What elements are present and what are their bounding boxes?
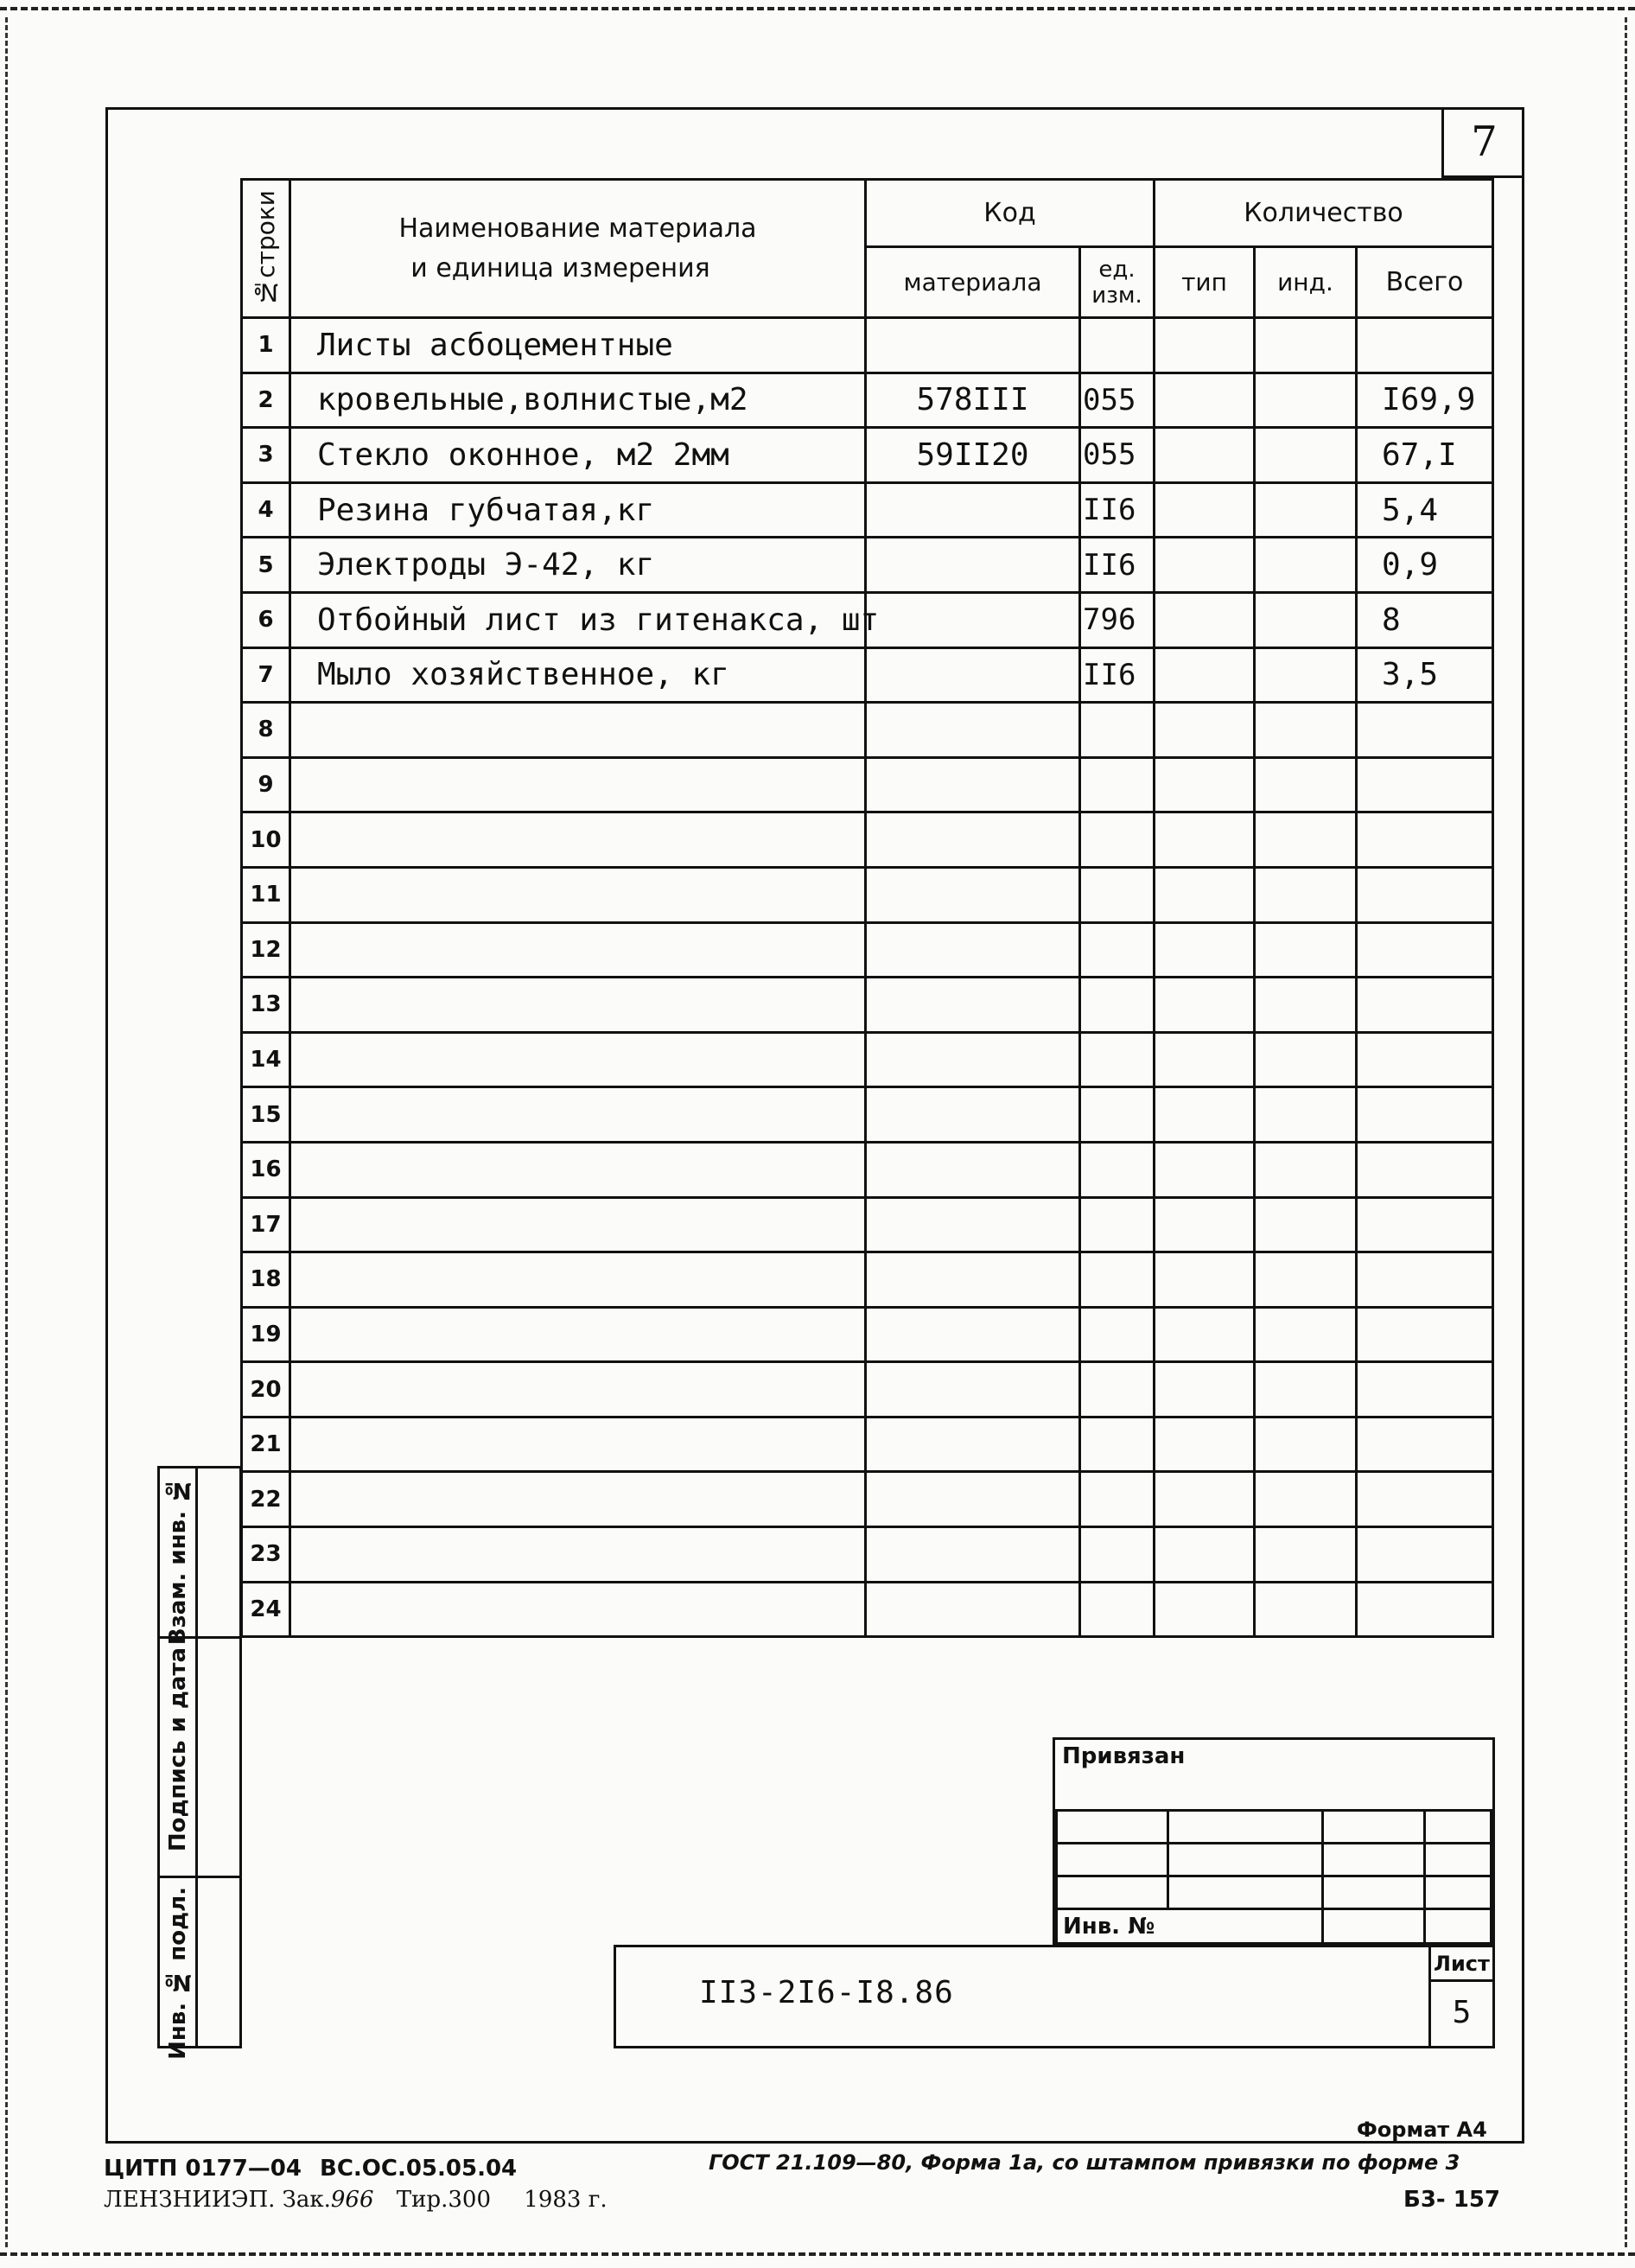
sheet-number-box	[1441, 107, 1524, 178]
row-number: 1	[242, 318, 290, 373]
qty-total	[1357, 703, 1493, 758]
row-number: 17	[242, 1197, 290, 1252]
row-number: 3	[242, 428, 290, 483]
qty-type	[1155, 1307, 1255, 1362]
material-name	[290, 757, 866, 812]
unit-code	[1080, 703, 1155, 758]
table-row	[242, 1142, 1493, 1197]
sheet-number: 5	[1452, 1995, 1472, 2030]
print-year: 1983 г.	[524, 2187, 608, 2213]
qty-type	[1155, 1362, 1255, 1418]
qty-ind	[1255, 1582, 1357, 1637]
table-row	[242, 1472, 1493, 1527]
unit-code	[1080, 1252, 1155, 1308]
gost-note: ГОСТ 21.109—80, Форма 1а, со штампом привязки по форме 3	[709, 2150, 1460, 2175]
row-number: 16	[242, 1142, 290, 1197]
qty-type	[1155, 1142, 1255, 1197]
qty-ind	[1255, 1087, 1357, 1143]
material-code	[866, 867, 1080, 922]
unit-code	[1080, 1142, 1155, 1197]
material-code	[866, 703, 1080, 758]
sheet-cut-line-left	[5, 17, 8, 2247]
qty-type	[1155, 922, 1255, 978]
table-row	[242, 1087, 1493, 1143]
header-code-material: материала	[866, 247, 1080, 318]
unit-code	[1080, 867, 1155, 922]
table-row	[242, 1582, 1493, 1637]
row-number: 7	[242, 647, 290, 703]
qty-ind	[1255, 1527, 1357, 1583]
table-row	[242, 703, 1493, 758]
row-number: 19	[242, 1307, 290, 1362]
table-row	[242, 1307, 1493, 1362]
qty-total	[1357, 1362, 1493, 1418]
material-code: 59II20	[866, 428, 1080, 483]
table-row	[242, 373, 1493, 428]
qty-total: 0,9	[1357, 538, 1493, 593]
header-qty-total: Всего	[1357, 247, 1493, 318]
qty-total	[1357, 1032, 1493, 1087]
qty-type	[1155, 703, 1255, 758]
material-name	[290, 1362, 866, 1418]
material-code	[866, 1197, 1080, 1252]
qty-total	[1357, 812, 1493, 868]
unit-code	[1080, 1582, 1155, 1637]
material-name: Резина губчатая,кг	[290, 482, 866, 538]
qty-ind	[1255, 978, 1357, 1033]
sheet-code: Б3- 157	[1403, 2187, 1501, 2213]
table-row	[242, 318, 1493, 373]
unit-code	[1080, 1527, 1155, 1583]
material-name	[290, 703, 866, 758]
qty-ind	[1255, 1032, 1357, 1087]
side-label-podpis-data: Подпись и дата	[164, 1647, 191, 1852]
row-number: 14	[242, 1032, 290, 1087]
material-name	[290, 1417, 866, 1472]
unit-code	[1080, 1362, 1155, 1418]
material-name	[290, 1527, 866, 1583]
unit-code	[1080, 922, 1155, 978]
material-code	[866, 647, 1080, 703]
qty-total: I69,9	[1357, 373, 1493, 428]
printer-info	[104, 2187, 608, 2213]
material-code	[866, 922, 1080, 978]
material-name	[290, 922, 866, 978]
qty-ind	[1255, 592, 1357, 647]
material-name	[290, 978, 866, 1033]
side-label-vzam-inv: Взам. инв. №	[164, 1477, 191, 1646]
material-name	[290, 1197, 866, 1252]
header-name	[290, 180, 866, 318]
material-code	[866, 1472, 1080, 1527]
table-row	[242, 1417, 1493, 1472]
unit-code: 796	[1080, 592, 1155, 647]
header-qty-ind: инд.	[1255, 247, 1357, 318]
qty-type	[1155, 1472, 1255, 1527]
material-name: Отбойный лист из гитенакса, шт	[290, 592, 866, 647]
material-name	[290, 1252, 866, 1308]
stamp-inv-no: Инв. №	[1057, 1909, 1323, 1944]
row-number: 11	[242, 867, 290, 922]
row-number: 4	[242, 482, 290, 538]
material-code	[866, 1252, 1080, 1308]
series-code: ВС.ОС.05.05.04	[320, 2156, 518, 2182]
citp-code: ЦИТП 0177—04	[104, 2156, 302, 2182]
stamp-grid	[1055, 1809, 1492, 1945]
material-name: кровельные,волнистые,м2	[290, 373, 866, 428]
table-row	[242, 538, 1493, 593]
table-row	[242, 1362, 1493, 1418]
qty-ind	[1255, 1472, 1357, 1527]
unit-code	[1080, 1307, 1155, 1362]
qty-total	[1357, 318, 1493, 373]
sheet-cut-line-right	[1625, 17, 1627, 2247]
material-code	[866, 812, 1080, 868]
qty-total: 8	[1357, 592, 1493, 647]
qty-type	[1155, 757, 1255, 812]
table-row	[242, 592, 1493, 647]
qty-total	[1357, 1582, 1493, 1637]
material-name	[290, 1472, 866, 1527]
row-number: 2	[242, 373, 290, 428]
qty-type	[1155, 647, 1255, 703]
stamp-privyazan: Привязан	[1062, 1743, 1186, 1769]
table-row	[242, 978, 1493, 1033]
qty-ind	[1255, 812, 1357, 868]
unit-code	[1080, 1417, 1155, 1472]
qty-type	[1155, 318, 1255, 373]
unit-code: 055	[1080, 373, 1155, 428]
document-code: II3-2I6-I8.86	[699, 1975, 954, 2010]
table-row	[242, 867, 1493, 922]
side-stamp-podpis	[157, 1636, 242, 1878]
material-name: Стекло оконное, м2 2мм	[290, 428, 866, 483]
table-row	[242, 757, 1493, 812]
qty-type	[1155, 373, 1255, 428]
material-code	[866, 1527, 1080, 1583]
qty-ind	[1255, 703, 1357, 758]
material-code	[866, 482, 1080, 538]
qty-type	[1155, 978, 1255, 1033]
unit-code	[1080, 1032, 1155, 1087]
qty-total	[1357, 1527, 1493, 1583]
material-name	[290, 1582, 866, 1637]
material-name	[290, 867, 866, 922]
material-name	[290, 812, 866, 868]
unit-code: II6	[1080, 482, 1155, 538]
unit-code: 055	[1080, 428, 1155, 483]
qty-total: 5,4	[1357, 482, 1493, 538]
table-row	[242, 1197, 1493, 1252]
qty-ind	[1255, 428, 1357, 483]
qty-type	[1155, 867, 1255, 922]
qty-total	[1357, 1417, 1493, 1472]
qty-total	[1357, 922, 1493, 978]
header-name-line2: и единица измерения	[410, 252, 710, 284]
qty-ind	[1255, 757, 1357, 812]
row-number: 12	[242, 922, 290, 978]
row-number: 10	[242, 812, 290, 868]
printer-name: ЛЕНЗНИИЭП. Зак.	[104, 2187, 331, 2213]
sheet-box	[1428, 1947, 1492, 2046]
qty-type	[1155, 538, 1255, 593]
qty-ind	[1255, 647, 1357, 703]
row-number: 24	[242, 1582, 290, 1637]
material-name	[290, 1087, 866, 1143]
material-code	[866, 1582, 1080, 1637]
qty-ind	[1255, 482, 1357, 538]
row-number: 13	[242, 978, 290, 1033]
table-row	[242, 812, 1493, 868]
header-code-unit: ед. изм.	[1080, 247, 1155, 318]
header-name-line1: Наименование материала	[398, 213, 757, 244]
title-block	[614, 1945, 1495, 2048]
qty-ind	[1255, 1307, 1357, 1362]
material-code	[866, 1087, 1080, 1143]
row-number: 5	[242, 538, 290, 593]
material-code	[866, 757, 1080, 812]
header-row-number: №строки	[242, 180, 290, 318]
sheet-cut-line-bottom	[0, 2252, 1635, 2256]
qty-total	[1357, 1472, 1493, 1527]
qty-total	[1357, 1087, 1493, 1143]
table-row	[242, 1032, 1493, 1087]
qty-type	[1155, 1527, 1255, 1583]
table-row	[242, 1527, 1493, 1583]
material-code	[866, 1307, 1080, 1362]
row-number: 6	[242, 592, 290, 647]
material-name: Мыло хозяйственное, кг	[290, 647, 866, 703]
side-stamp-vzam	[157, 1466, 242, 1646]
row-number: 18	[242, 1252, 290, 1308]
unit-code	[1080, 318, 1155, 373]
row-number: 21	[242, 1417, 290, 1472]
material-name: Листы асбоцементные	[290, 318, 866, 373]
material-name	[290, 1142, 866, 1197]
qty-type	[1155, 482, 1255, 538]
qty-ind	[1255, 922, 1357, 978]
table-row	[242, 482, 1493, 538]
material-code	[866, 1032, 1080, 1087]
qty-ind	[1255, 1142, 1357, 1197]
qty-total	[1357, 1252, 1493, 1308]
row-number: 8	[242, 703, 290, 758]
print-run: Тир.300	[396, 2187, 492, 2213]
qty-ind	[1255, 1362, 1357, 1418]
side-stamp-inv-podl	[157, 1876, 242, 2060]
format-label: Формат А4	[1357, 2118, 1487, 2142]
material-code	[866, 1142, 1080, 1197]
sheet-label: Лист	[1431, 1947, 1492, 1982]
row-number: 23	[242, 1527, 290, 1583]
header-qty-type: тип	[1155, 247, 1255, 318]
row-number: 20	[242, 1362, 290, 1418]
row-number: 15	[242, 1087, 290, 1143]
qty-type	[1155, 1032, 1255, 1087]
binding-stamp	[1053, 1737, 1495, 1945]
qty-type	[1155, 812, 1255, 868]
qty-total	[1357, 1307, 1493, 1362]
material-code	[866, 538, 1080, 593]
table-row	[242, 1252, 1493, 1308]
qty-total	[1357, 867, 1493, 922]
header-quantity: Количество	[1155, 180, 1493, 247]
table-row	[242, 647, 1493, 703]
qty-total	[1357, 757, 1493, 812]
qty-total	[1357, 1197, 1493, 1252]
material-name	[290, 1032, 866, 1087]
qty-type	[1155, 1197, 1255, 1252]
unit-code	[1080, 978, 1155, 1033]
qty-total	[1357, 1142, 1493, 1197]
unit-code: II6	[1080, 538, 1155, 593]
unit-code	[1080, 812, 1155, 868]
qty-ind	[1255, 318, 1357, 373]
qty-type	[1155, 1582, 1255, 1637]
qty-ind	[1255, 1197, 1357, 1252]
qty-type	[1155, 592, 1255, 647]
qty-ind	[1255, 373, 1357, 428]
sheet-cut-line-top	[0, 7, 1635, 10]
material-name: Электроды Э-42, кг	[290, 538, 866, 593]
qty-type	[1155, 428, 1255, 483]
qty-total	[1357, 978, 1493, 1033]
header-code: Код	[866, 180, 1155, 247]
materials-table	[240, 178, 1494, 1638]
qty-ind	[1255, 1252, 1357, 1308]
qty-total: 67,I	[1357, 428, 1493, 483]
unit-code	[1080, 1087, 1155, 1143]
side-stamp	[157, 1466, 242, 2060]
material-code	[866, 978, 1080, 1033]
unit-code	[1080, 757, 1155, 812]
sheet-number-handwritten: 7	[1471, 118, 1498, 166]
qty-type	[1155, 1417, 1255, 1472]
order-number: 966	[330, 2187, 374, 2213]
qty-ind	[1255, 1417, 1357, 1472]
material-code	[866, 1362, 1080, 1418]
material-code	[866, 318, 1080, 373]
unit-code: II6	[1080, 647, 1155, 703]
qty-ind	[1255, 538, 1357, 593]
row-number: 9	[242, 757, 290, 812]
material-name	[290, 1307, 866, 1362]
qty-type	[1155, 1087, 1255, 1143]
unit-code	[1080, 1472, 1155, 1527]
qty-total: 3,5	[1357, 647, 1493, 703]
qty-ind	[1255, 867, 1357, 922]
material-code	[866, 592, 1080, 647]
table-row	[242, 922, 1493, 978]
material-code	[866, 1417, 1080, 1472]
row-number: 22	[242, 1472, 290, 1527]
table-row	[242, 428, 1493, 483]
side-label-inv-podl: Инв. № подл.	[164, 1887, 191, 2060]
unit-code	[1080, 1197, 1155, 1252]
qty-type	[1155, 1252, 1255, 1308]
material-code: 578III	[866, 373, 1080, 428]
